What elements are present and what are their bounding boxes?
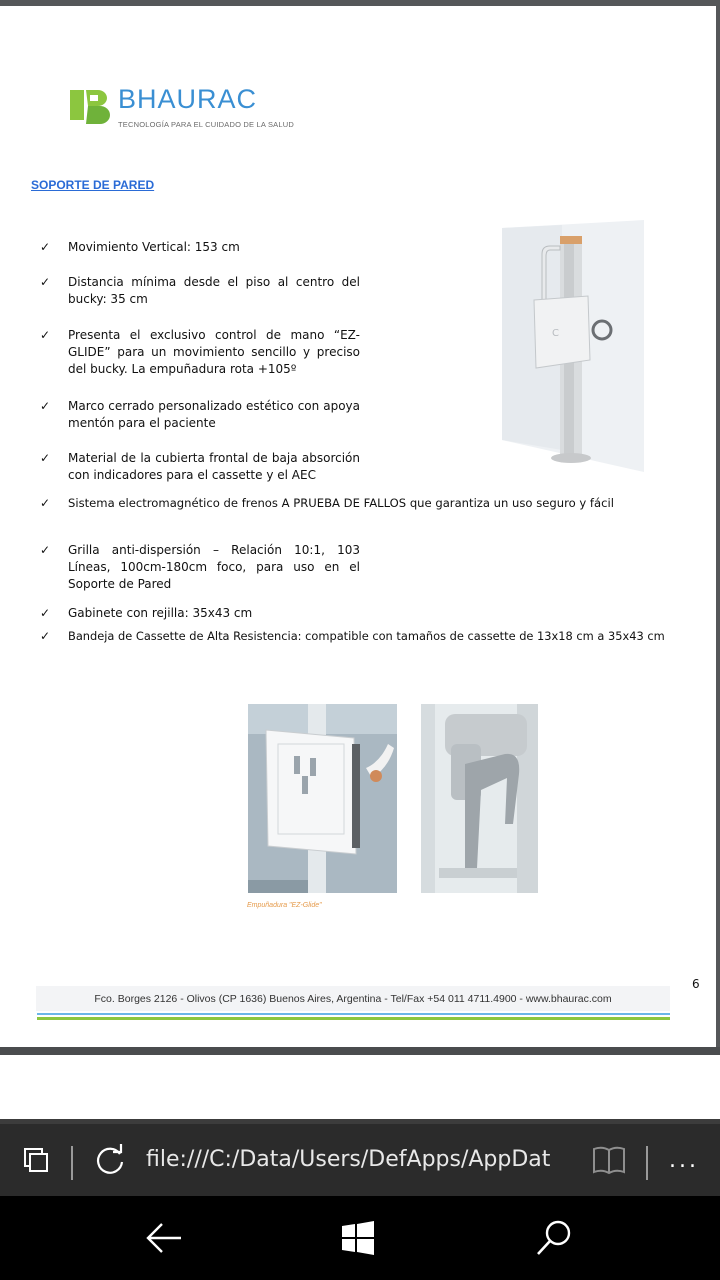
more-icon[interactable]: ... [669, 1147, 699, 1173]
brand-logo [70, 84, 294, 134]
page-number: 6 [692, 977, 700, 991]
list-item-text: Distancia mínima desde el piso al centro del bucky: 35 cm [68, 275, 360, 306]
checkmark-icon: ✓ [40, 606, 51, 620]
checkmark-icon: ✓ [40, 496, 51, 510]
svg-text:C: C [552, 328, 559, 339]
refresh-icon[interactable] [88, 1124, 132, 1196]
checkmark-icon: ✓ [40, 275, 51, 289]
checkmark-icon: ✓ [40, 629, 51, 643]
windows-icon[interactable] [318, 1196, 398, 1280]
image-caption: Empuñadura "EZ-Glide" [247, 902, 322, 909]
toolbar-separator [71, 1146, 73, 1180]
browser-address-bar [0, 1119, 720, 1196]
list-item-text: Movimiento Vertical: 153 cm [68, 240, 240, 254]
page-footer: Fco. Borges 2126 - Olivos (CP 1636) Buenos Aires, Argentina - Tel/Fax +54 011 4711.4900 - www.bhaurac.com [36, 986, 670, 1011]
section-title[interactable]: SOPORTE DE PARED [31, 178, 155, 192]
bucky-photo [248, 704, 397, 893]
brand-tagline: TECNOLOGÍA PARA EL CUIDADO DE LA SALUD [118, 120, 294, 129]
reading-view-icon[interactable] [586, 1124, 632, 1196]
ez-glide-handle-photo [421, 704, 538, 893]
list-item-text: Material de la cubierta frontal de baja absorción con indicadores para el cassette y el AEC [68, 451, 360, 482]
address-input[interactable]: file:///C:/Data/Users/DefApps/AppDat [146, 1147, 551, 1172]
toolbar-separator [646, 1146, 648, 1180]
list-item-text: Presenta el exclusivo control de mano “EZ-GLIDE” para un movimiento sencillo y preciso del bucky. La empuñadura rota +105º [68, 328, 360, 376]
list-item-text: Bandeja de Cassette de Alta Resistencia: compatible con tamaños de cassette de 13x18 cm a 35x43 cm [68, 629, 665, 643]
checkmark-icon: ✓ [40, 399, 51, 413]
brand-name: BHAURAC [118, 84, 258, 114]
wall-stand-image [502, 220, 644, 472]
next-page-area[interactable] [0, 1055, 720, 1119]
footer-green-rule [37, 1017, 670, 1020]
pdf-page[interactable] [0, 6, 720, 1053]
page-bottom-border [0, 1047, 720, 1055]
list-item-text: Grilla anti-dispersión – Relación 10:1, 103 Líneas, 100cm-180cm foco, para uso en el Soporte de Pared [68, 543, 360, 591]
system-nav-bar [0, 1196, 720, 1280]
footer-blue-rule [37, 1013, 670, 1015]
tabs-icon[interactable] [18, 1124, 54, 1196]
logo-mark-icon [70, 86, 110, 124]
back-icon[interactable] [124, 1196, 204, 1280]
checkmark-icon: ✓ [40, 328, 51, 342]
list-item-text: Marco cerrado personalizado estético con apoya mentón para el paciente [68, 399, 360, 430]
list-item-text: Sistema electromagnético de frenos A PRUEBA DE FALLOS que garantiza un uso seguro y fácil [68, 496, 614, 510]
list-item-text: Gabinete con rejilla: 35x43 cm [68, 606, 253, 620]
checkmark-icon: ✓ [40, 240, 51, 254]
checkmark-icon: ✓ [40, 451, 51, 465]
search-icon[interactable] [514, 1196, 594, 1280]
checkmark-icon: ✓ [40, 543, 51, 557]
